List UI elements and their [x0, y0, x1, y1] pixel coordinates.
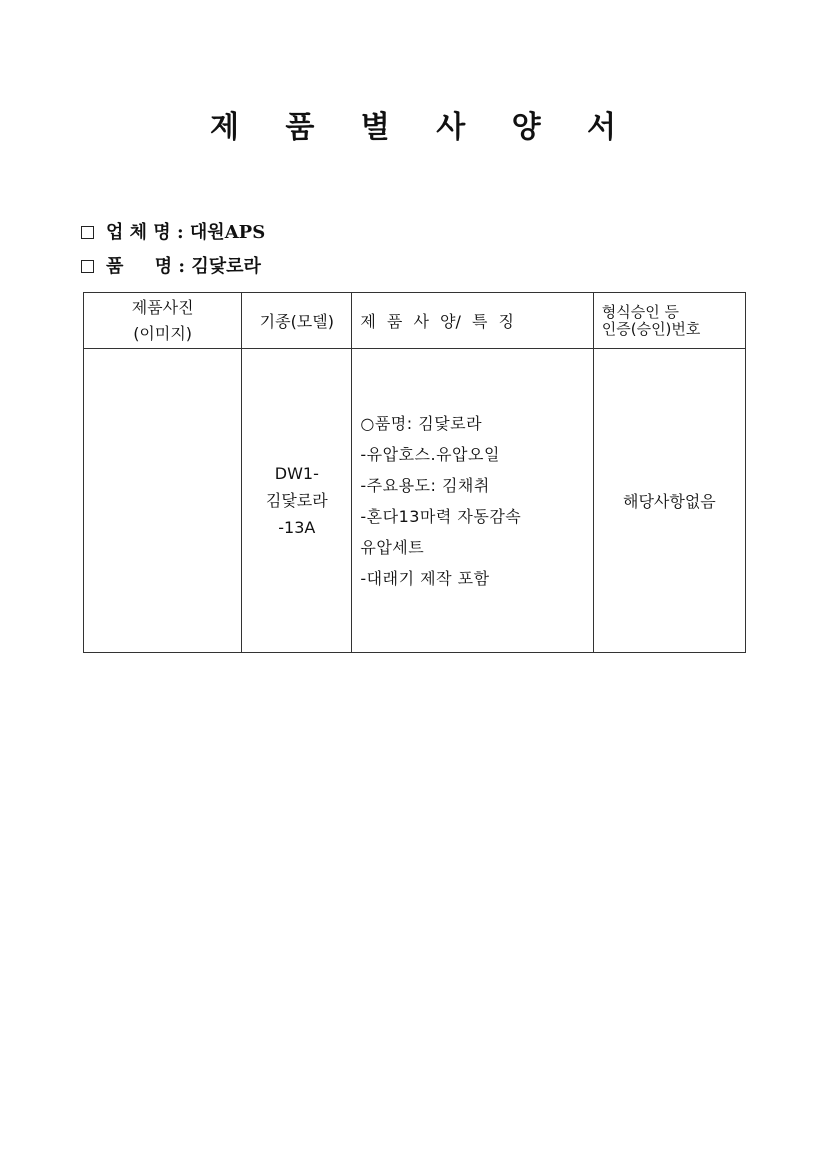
header-model: 기종(모델): [242, 293, 352, 349]
header-photo-line2: (이미지): [133, 323, 193, 343]
company-label: 업 체 명: [106, 222, 171, 243]
header-cert-line1: 형식승인 등: [601, 302, 679, 321]
company-separator: :: [176, 222, 184, 243]
table-row: [84, 349, 746, 653]
model-cell: [242, 349, 352, 653]
product-separator: :: [178, 256, 186, 277]
spec-line: -유압호스.유압오일: [360, 444, 500, 464]
spec-cell: [352, 349, 593, 653]
company-info-line: [81, 221, 265, 245]
document-title: 제 품 별 사 양 서: [209, 110, 635, 145]
checkbox-square-icon: [81, 260, 94, 273]
header-photo-line1: 제품사진: [131, 297, 194, 317]
product-value: 김닻로라: [191, 256, 261, 277]
product-label: 품 명: [106, 256, 173, 277]
header-spec: 제 품 사 양/ 특 징: [352, 293, 593, 349]
model-line: -13A: [278, 518, 316, 537]
spec-line: -주요용도: 김채취: [360, 475, 490, 495]
cert-cell: 해당사항없음: [593, 349, 745, 653]
header-cert: [593, 293, 745, 349]
photo-cell: [84, 349, 242, 653]
model-line: DW1-: [274, 464, 319, 483]
spec-line: ○품명: 김닻로라: [360, 413, 483, 433]
header-photo: [84, 293, 242, 349]
spec-line: -혼다13마력 자동감속: [360, 506, 522, 526]
product-info-line: [81, 255, 261, 279]
table-header-row: [84, 293, 746, 349]
header-cert-line2: 인증(승인)번호: [601, 319, 701, 338]
model-line: 김닻로라: [265, 491, 328, 510]
checkbox-square-icon: [81, 226, 94, 239]
spec-line: 유압세트: [360, 537, 425, 557]
spec-line: -대래기 제작 포함: [360, 568, 490, 588]
spec-table: [83, 292, 746, 653]
company-value: 대원APS: [189, 222, 266, 243]
